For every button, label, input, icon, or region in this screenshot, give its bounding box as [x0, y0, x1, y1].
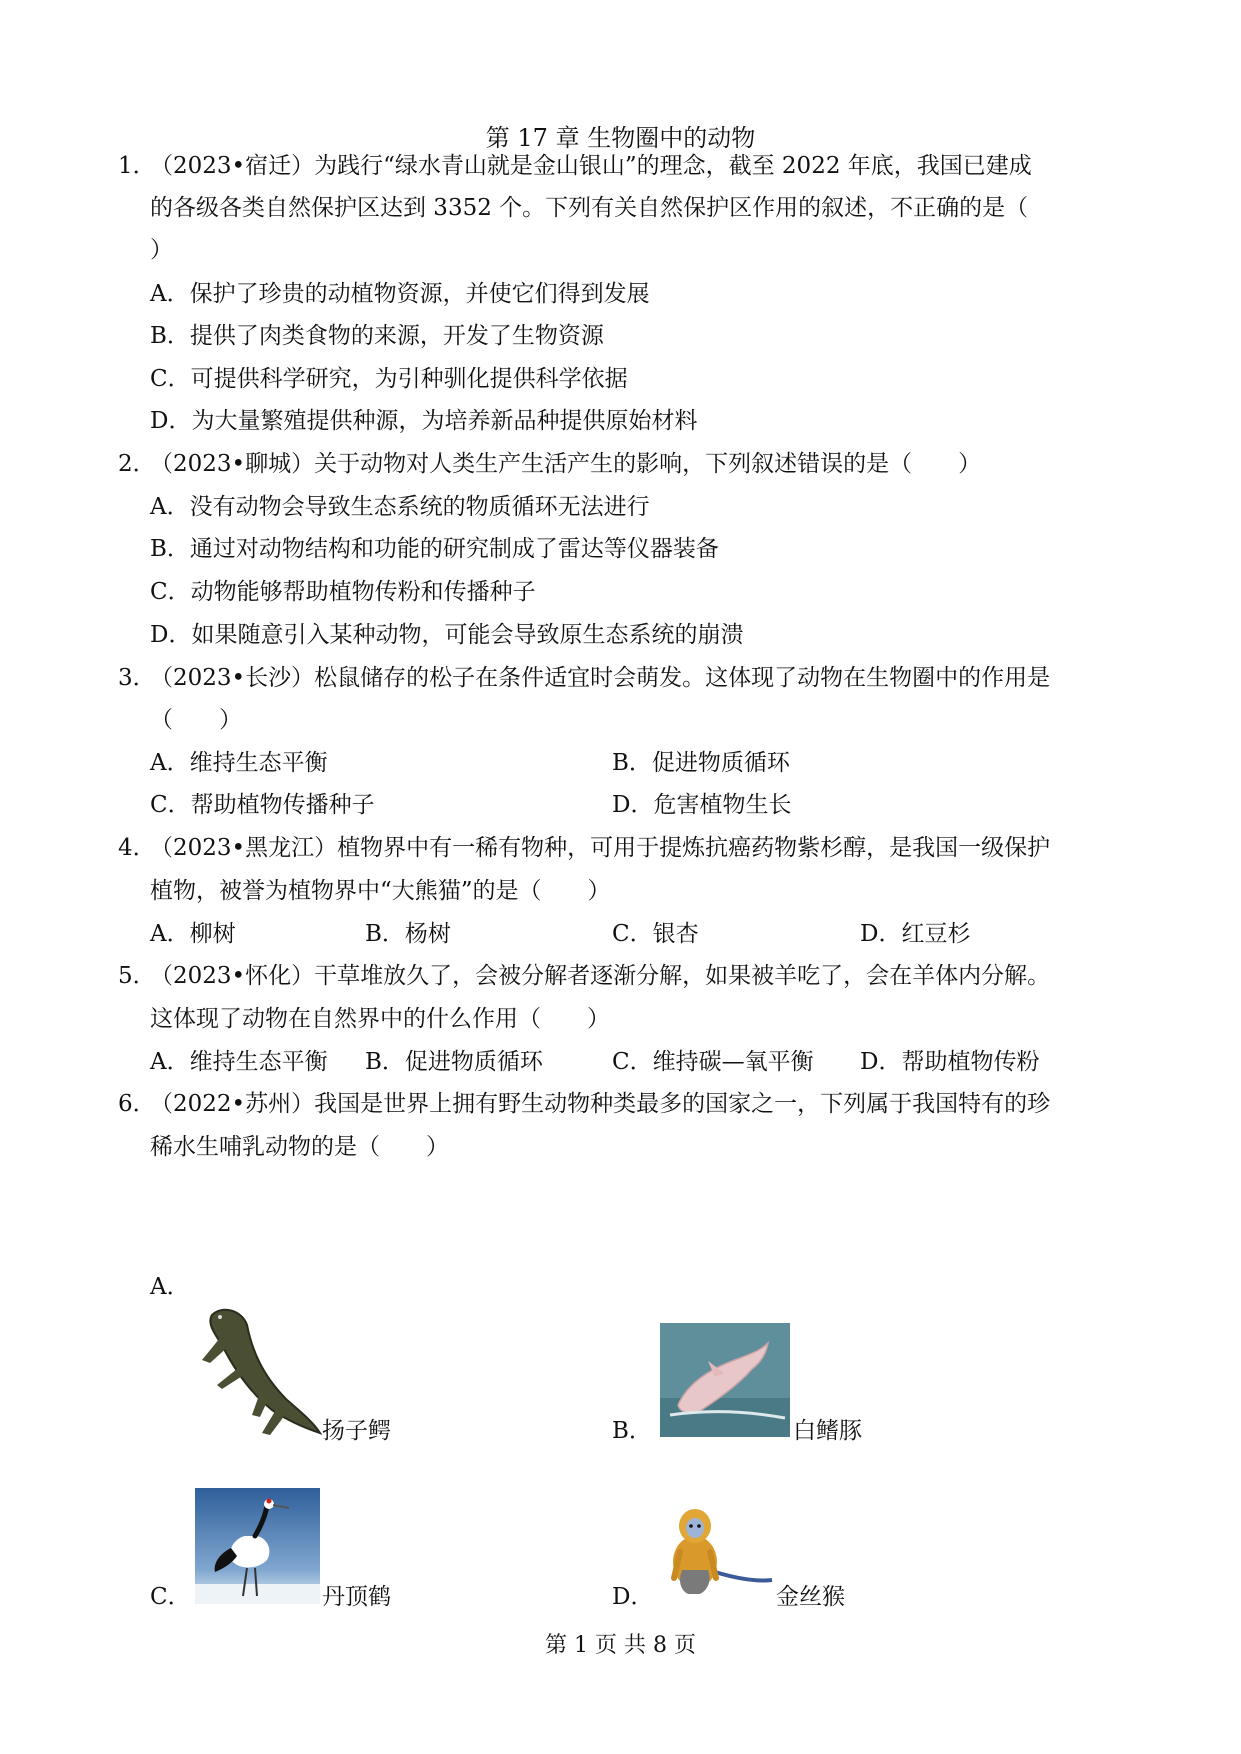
- chapter-title: 第 17 章 生物圈中的动物: [485, 124, 756, 152]
- question-stem-line: （2022•苏州）我国是世界上拥有野生动物种类最多的国家之一，下列属于我国特有的珍: [150, 1091, 1051, 1117]
- question-number: 4．: [118, 835, 156, 861]
- option-c-caption: 丹顶鹤: [322, 1584, 391, 1610]
- option-d-letter: D．: [612, 1584, 654, 1610]
- page-footer: 第 1 页 共 8 页: [545, 1633, 696, 1658]
- question-stem-line: ）: [150, 237, 173, 263]
- option-c: C．帮助植物传播种子: [150, 792, 375, 818]
- option-a-letter: A．: [150, 1274, 190, 1300]
- question-stem-line: （2023•聊城）关于动物对人类生产生活产生的影响，下列叙述错误的是（ ）: [150, 451, 982, 477]
- question-stem-line: （ ）: [150, 707, 242, 733]
- option-a: A．没有动物会导致生态系统的物质循环无法进行: [150, 494, 650, 520]
- option-c: C．银杏: [612, 921, 699, 947]
- option-c-letter: C．: [150, 1584, 191, 1610]
- option-d-caption: 金丝猴: [776, 1584, 845, 1610]
- option-a: A．维持生态平衡: [150, 750, 328, 776]
- option-a: A．柳树: [150, 921, 236, 947]
- option-a: A．保护了珍贵的动植物资源，并使它们得到发展: [150, 281, 650, 307]
- option-d: D．红豆杉: [860, 921, 971, 947]
- question-number: 3．: [118, 665, 156, 691]
- option-a-caption: 扬子鳄: [322, 1418, 391, 1444]
- question-stem-line: 稀水生哺乳动物的是（ ）: [150, 1134, 449, 1160]
- crane-image: [195, 1488, 320, 1604]
- option-c: C．动物能够帮助植物传粉和传播种子: [150, 579, 536, 605]
- question-number: 1．: [118, 153, 156, 179]
- option-d: D．为大量繁殖提供种源，为培养新品种提供原始材料: [150, 408, 698, 434]
- question-stem-line: 的各级各类自然保护区达到 3352 个。下列有关自然保护区作用的叙述，不正确的是（: [150, 195, 1029, 221]
- option-d: D．危害植物生长: [612, 792, 792, 818]
- option-d: D．如果随意引入某种动物，可能会导致原生态系统的崩溃: [150, 622, 744, 648]
- option-b: B．提供了肉类食物的来源，开发了生物资源: [150, 323, 604, 349]
- question-number: 5．: [118, 963, 156, 989]
- question-stem-line: 这体现了动物在自然界中的什么作用（ ）: [150, 1006, 610, 1032]
- question-stem-line: （2023•宿迁）为践行“绿水青山就是金山银山”的理念，截至 2022 年底，我国已建成: [150, 153, 1032, 179]
- question-stem-line: 植物，被誉为植物界中“大熊猫”的是（ ）: [150, 878, 611, 904]
- option-b: B．通过对动物结构和功能的研究制成了雷达等仪器装备: [150, 536, 719, 562]
- option-d: D．帮助植物传粉: [860, 1049, 1040, 1075]
- question-stem-line: （2023•长沙）松鼠储存的松子在条件适宜时会萌发。这体现了动物在生物圈中的作用是: [150, 665, 1051, 691]
- option-b-caption: 白鳍豚: [793, 1418, 862, 1444]
- question-stem-line: （2023•黑龙江）植物界中有一稀有物种，可用于提炼抗癌药物紫杉醇，是我国一级保护: [150, 835, 1051, 861]
- dolphin-image: [660, 1323, 790, 1437]
- question-stem-line: （2023•怀化）干草堆放久了，会被分解者逐渐分解，如果被羊吃了，会在羊体内分解。: [150, 963, 1051, 989]
- option-c: C．维持碳—氧平衡: [612, 1049, 814, 1075]
- option-c: C．可提供科学研究，为引种驯化提供科学依据: [150, 366, 628, 392]
- option-b: B．杨树: [365, 921, 451, 947]
- question-number: 6．: [118, 1091, 156, 1117]
- option-b: B．促进物质循环: [365, 1049, 543, 1075]
- monkey-image: [660, 1500, 775, 1600]
- option-a: A．维持生态平衡: [150, 1049, 328, 1075]
- option-b-letter: B．: [612, 1418, 652, 1444]
- question-number: 2．: [118, 451, 156, 477]
- option-b: B．促进物质循环: [612, 750, 790, 776]
- alligator-image: [192, 1305, 322, 1440]
